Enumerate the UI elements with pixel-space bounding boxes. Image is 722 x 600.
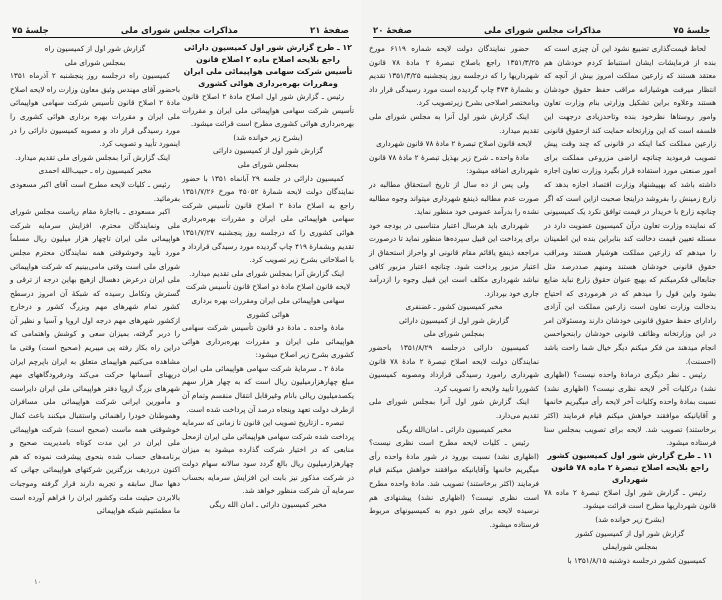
paragraph: کمیسیون راه درجلسه روز پنجشنبه ۲ آذرماه ۱۳۵۱ باحضور آقای مهندس وثیق معاون وزارت راه لایحه اصلاح مادهٔ ۲ اصلاح قانون تأسیس شرکت سهامی هواپیمائی ملی ایران و مقررات بهره برداری هوائی کشوری را مورد رسیدگی قرار داد و مصوبه کمیسیون دارائی را در اینمورد تأیید و تصویب کرد. [10,71,180,149]
text-column [182,42,354,511]
paragraph: مادهٔ واحده ـ شرح زیر بهذیل تبصرهٔ ۲ مادهٔ ۷۸ قانون شهرداری اضافه میشود: [369,152,539,176]
paragraph: اینک گزارش آنرا بمجلس شورای ملی تقدیم میدارد. [189,268,344,278]
header-rule [12,37,349,38]
paragraph: حضور نمایندگان دولت لایحه شماره ۶۱۱۹ مورخ ۱۳۵۱/۳/۲۵ راجع باصلاح تبصرهٔ ۲ مادهٔ ۷۸ قانون شهرداریها را که درجلسه روز پنجشنبه ۱۳۵۱/۳/۲۵ تقدیم و بشمارهٔ ۳۷۳ چاپ گردیده است مورد رسیدگی قرار داد وبامختصر اصلاحی بشرح زیرتصویب کرد. [369,44,539,108]
header-rule [373,37,710,38]
centered-line: (بشرح زیر خوانده شد) [233,132,303,142]
paragraph: تبصره ـ ازتاریخ تصویب این قانون تا زمانی که سرمایه پرداخت شده شرکت سهامی هواپیمائی ملی ایران ازمحل منابعی که در اختیار شرکت گذارده میشود به میزان چهارهزارمیلیون ریال بالغ گردد سود سالانه سهام دولت در شرکت مذکور نیز بابت این افزایش سرمایه بحساب سرمایه آن شرکت منظور خواهد شد. [182,418,354,496]
paragraph: رئیس ـ کلیات لایحه مطرح است نظری نیست؟ (اظهاری نشد) نسبت بورود در شور مادهٔ واحده رأی میگیریم خانمها وآقایانیکه موافقند خواهش میکنم قیام فرمایند (اکثر برخاستند) تصویب شد. مادهٔ واحده مطرح است نظری نیست؟ (اظهاری نشد) پیشنهادی هم نرسیده لایحه برای شور دوم به کمیسیونهای مربوط فرستاده میشود. [369,438,539,529]
centered-line: بمجلس شورای ملی [423,329,485,339]
text-column [10,42,180,518]
paragraph: اینک گزارش شور اول آنرا به مجلس شورای ملی تقدیم میدارد. [369,111,539,135]
publication-title: مذاکرات مجلس شورای ملی [484,26,602,36]
text-column [544,42,716,567]
paragraph: اینک گزارش آنرا بمجلس شورای ملی تقدیم میدارد. [15,152,170,162]
paragraph: اکبر مسعودی ـ بااجازهٔ مقام ریاست مجلس شورای ملی ونمایندگان محترم، افزایش سرمایه شرکت هواپیمائی ملی ایران تاچهار هزار میلیون ریال مسلماً مورد تأیید وخوشوقتی همه نمایندگان محترم مجلس شورای ملی است وقتی مامی‌بینیم که شرکت هواپیمائی ملی ایران درعرض دهسال ازهیچ بهاین درجه از ترقی و گسترش وتکامل رسیده که شبکهٔ آن امروز درسطح کشور تمام شهرهای مهم وبزرگ کشور و درخارج ازکشور شهرهای مهم درجه اول اروپا و آسیا و نظیر آن را دربر گرفته، بمیزان سعی و کوشش واهتمامی که دراین راه بکار رفته پی میبریم (صحیح است) وقتی ما مشاهده می‌کنیم هواپیمای متعلق به ایران باپرچم ایران درپهنای آسمانها حرکت می‌کند ودرفرودگاههای مهم شهرهای بزرگ اروپا دفتر هواپیمائی ملی ایران دایراست و مأمورین ایرانی شرکت هواپیمائی ملی مسافران وهموطنان خودرا راهنمائی واستقبال میکنند باعث کمال خوشوقتی همه ماست (صحیح است) شرکت هواپیمائی ملی ایران در این مدت کوتاه بامدیریت صحیح و برنامه‌های حساب شده بنحوی پیشرفت نموده که هم اکنون درردیف بزرگترین شرکتهای هواپیمائی جهانی که دهها سال سابقه و تجربه دارند قرار گرفته وموجبات بالابردن حیثیت ملت وکشور ایران را فراهم آورده است ما مطمئنیم شبکه هواپیمائی [10,207,180,516]
page-header [12,20,349,36]
centered-line: (بشرح زیر خوانده شد) [595,515,665,524]
paragraph: رئیس ـ نظر دیگری درمادهٔ واحده نیست؟ (اظهاری نشد) درکلیات آخر لایحه نظری نیست؟ (اظهاری نشد) نسبت بمادهٔ واحده وکلیات آخر لایحه رأی میگیریم خانمها و آقایانیکه موافقند خواهش میکنم قیام فرمایند (اکثر برخاستند) تصویب شد. لایحه برای تصویب بمجلس سنا فرستاده میشود. [544,370,716,448]
centered-line: مخبر کمیسیون دارائی ـ امان‌الله ریگی [396,424,512,434]
right-page [361,0,722,600]
paragraph: کمیسیون کشور درجلسه دوشنبه ۱۳۵۱/۸/۱۵ با [567,555,706,565]
centered-line: لایحه قانون اصلاح مادهٔ دو اصلاح قانون تأسیس شرکت سهامی هواپیمائی ملی ایران ومقررات بهره برداری هوائی کشوری [185,282,351,319]
page-number: صفحهٔ ۲۰ [373,26,412,36]
paragraph: کمیسیون دارائی در جلسه ۲۹ آبانماه ۱۳۵۱ با حضور نمایندگان دولت لایحه شمارهٔ ۴۵۰۵۲ مورخ ۱۳۵۱/۷/۲۶ راجع به اصلاح مادهٔ ۲ اصلاح قانون تأسیس شرکت سهامی هواپیمائی ملی ایران و مقررات بهره‌برداری هوائی کشوری را که درجلسه روز پنجشنبه ۱۳۵۱/۷/۲۷ تقدیم وبشمارهٔ ۴۱۹ چاپ گردیده مورد رسیدگی قرارداد و با اصلاحاتی بشرح زیر تصویب کرد. [182,173,354,265]
centered-line: گزارش شور اول از کمیسیون راه [44,44,146,53]
paragraph: رئیس ـ گزارش شور اول اصلاح تبصرهٔ ۲ ماده ۷۸ قانون شهرداریها مطرح است قرائت میشود. [544,487,716,511]
publication-title: مذاکرات مجلس شورای ملی [120,26,238,36]
centered-line: گزارش شور اول از کمیسیون دارائی [212,146,324,156]
paragraph: مادهٔ ۲ ـ سرمایهٔ شرکت سهامی هواپیمائی ملی ایران مبلغ چهارهزارمیلیون ریال است که به چهار هزار سهم یکصدمیلیون ریالی بانام وغیرقابل انتقال منقسم وتمام آن ازطرف دولت تعهد وپنجاه درصد آن پرداخت شده است. [182,363,354,414]
paragraph: رئیس ـ کلیات لایحه مطرح است آقای اکبر مسعودی بفرمائید. [10,179,180,203]
page-header [373,20,710,36]
centered-line: بمجلس شورای ملی [64,57,126,67]
session-number: جلسهٔ ۷۵ [12,26,49,36]
paragraph: اینک گزارش شور اول آنرا بمجلس شورای ملی تقدیم می‌دارد. [369,397,539,421]
section-heading: ۱۱ ـ طرح گزارش شور اول کمیسیون کشور راجع بلایحه اصلاح تبصرهٔ ۲ ماده ۷۸ قانون شهرداری [547,450,713,484]
section-heading: ۱۲ ـ طرح گزارش شور اول کمیسیون دارائی راجع بلایحه اصلاح ماده ۲ اصلاح قانون تأسیس شرکت سهامی هواپیمائی ملی ایران ومقررات بهره‌برداری هوائی کشوری [183,43,353,88]
paragraph: ولی پس از ده سال از تاریخ استحقاق مطالبه در صورت عدم مطالبه ذینفع شهرداری میتواند وجوه مطالبه نشده را بدرآمد عمومی خود منظور نماید. [369,179,539,217]
paragraph: مادهٔ واحده ـ مادهٔ دو قانون تأسیس شرکت سهامی هواپیمائی ملی ایران و مقررات بهره‌برداری هوائی کشوری بشرح زیر اصلاح میشود: [182,323,354,360]
paragraph: لحاظ قیمت‌گذاری تضییع نشود این آن چیزی است که بنده از فرمایشات ایشان استنباط کردم خودشان‌ هم معتقد هستند که زارعین مملکت امروز بیش از آنچه که انتظار میرفت هوشیارانه مراقب حفظ حقوق خودشان هستند وعلاوه براین تشکیل وزارتی بنام وزارت تعاون وامور روستاها نظرخود بنده وتاحدزیادی درجهت این فلسفه است که این وزارتخانه حمایت کند ازحقوق قانونی زارعین مملکت کما اینکه در قانونی که چند وقت پیش تصویب فرمودید چنانچه اراضی مزروعی مملکت برای امور صنعتی مورد استفاده قرار بگیرد وزارت تعاون اجازه داشته باشد که بهپیشنهاد وزارت اقتصاد اجازه بدهد که زارع زمینش را بفروشد دراینجا صحبت ازاین است که اگر چنانچه زارع با خریدار در قیمت توافق نکرد یک کمیسیونی که نماینده وزارت تعاون درآن کمیسیون عضویت دارد در مسئله تعیین قیمت دخالت کند بنابراین بنده این اطمینان را میدهم که زارعین مملکت هوشیار هستند ومراقب حقوق قانونی خودشان هستند ومنهم صددرصد مثل جنابعالی فکرمیکنم که بهیچ عنوان حقوق زارع نباید ضایع بشود واین قول را میدهم که در هرموردی که احتیاج بدخالت وزارت تعاون است زارعین مملکت این آزادی رادارای حفظ حقوق قانونی خودشان دارند ومسئولان امر در این وزارتخانه وظائف قانونی خودشان رابنحواحسن انجام میدهند من فکر میکنم دیگر خیال شما راحت باشد (احسنت). [544,44,716,366]
page-mark: ۱۰ [34,578,42,586]
centered-line: مخبر کمیسیون راه ـ حبیب‌الله احمدی [38,166,152,176]
text-column [369,42,539,531]
paragraph: شهرداری باید هرسال اعتبار متناسبی در بودجه خود برای پرداخت این قبیل سپرده‌ها منظور نماید تا درصورت مراجعه ذینفع یاقائم مقام قانونی او واحراز استحقاق از اعتبار مزبور پرداخت شود. چنانچه اعتبار مزبور کافی نباشد شهرداری مکلف است این قبیل وجوه را ازدرآمد جاری خود بپردازد. [369,220,539,298]
session-number: جلسهٔ ۷۵ [673,26,710,36]
paragraph: رئیس ـ گزارش شور اول اصلاح مادهٔ ۲ اصلاح قانون تأسیس شرکت سهامی هواپیمائی ملی ایران و مقررات بهره‌برداری هوائی کشوری مطرح است قرائت میشود. [182,92,354,129]
centered-line: بمجلس شورای ملی [237,159,299,169]
centered-line: لایحه قانون اصلاح تبصرهٔ ۲ مادهٔ ۷۸ قانون شهرداری [376,139,532,149]
centered-line: بمجلس شورایملی [602,542,658,552]
centered-line: گزارش شور اول از کمیسیون کشور [575,528,685,538]
paragraph: کمیسیون دارائی درجلسه ۱۳۵۱/۸/۲۹ باحضور نمایندگان دولت لایحه اصلاح تبصرهٔ ۲ مادهٔ ۷۸ قانون شهرداری رامورد رسیدگی قرارداد ومصوبه کمیسیون کشوررا تأیید ولایحه را تصویب کرد. [369,343,539,393]
page-number: صفحهٔ ۲۱ [310,26,349,36]
centered-line: گزارش شور اول از کمیسیون دارائی [398,315,510,325]
centered-line: مخبر کمیسیون دارائی ـ امان الله ریگی [209,499,327,509]
centered-line: مخبر کمیسیون کشور ـ غضنفری [405,302,503,312]
